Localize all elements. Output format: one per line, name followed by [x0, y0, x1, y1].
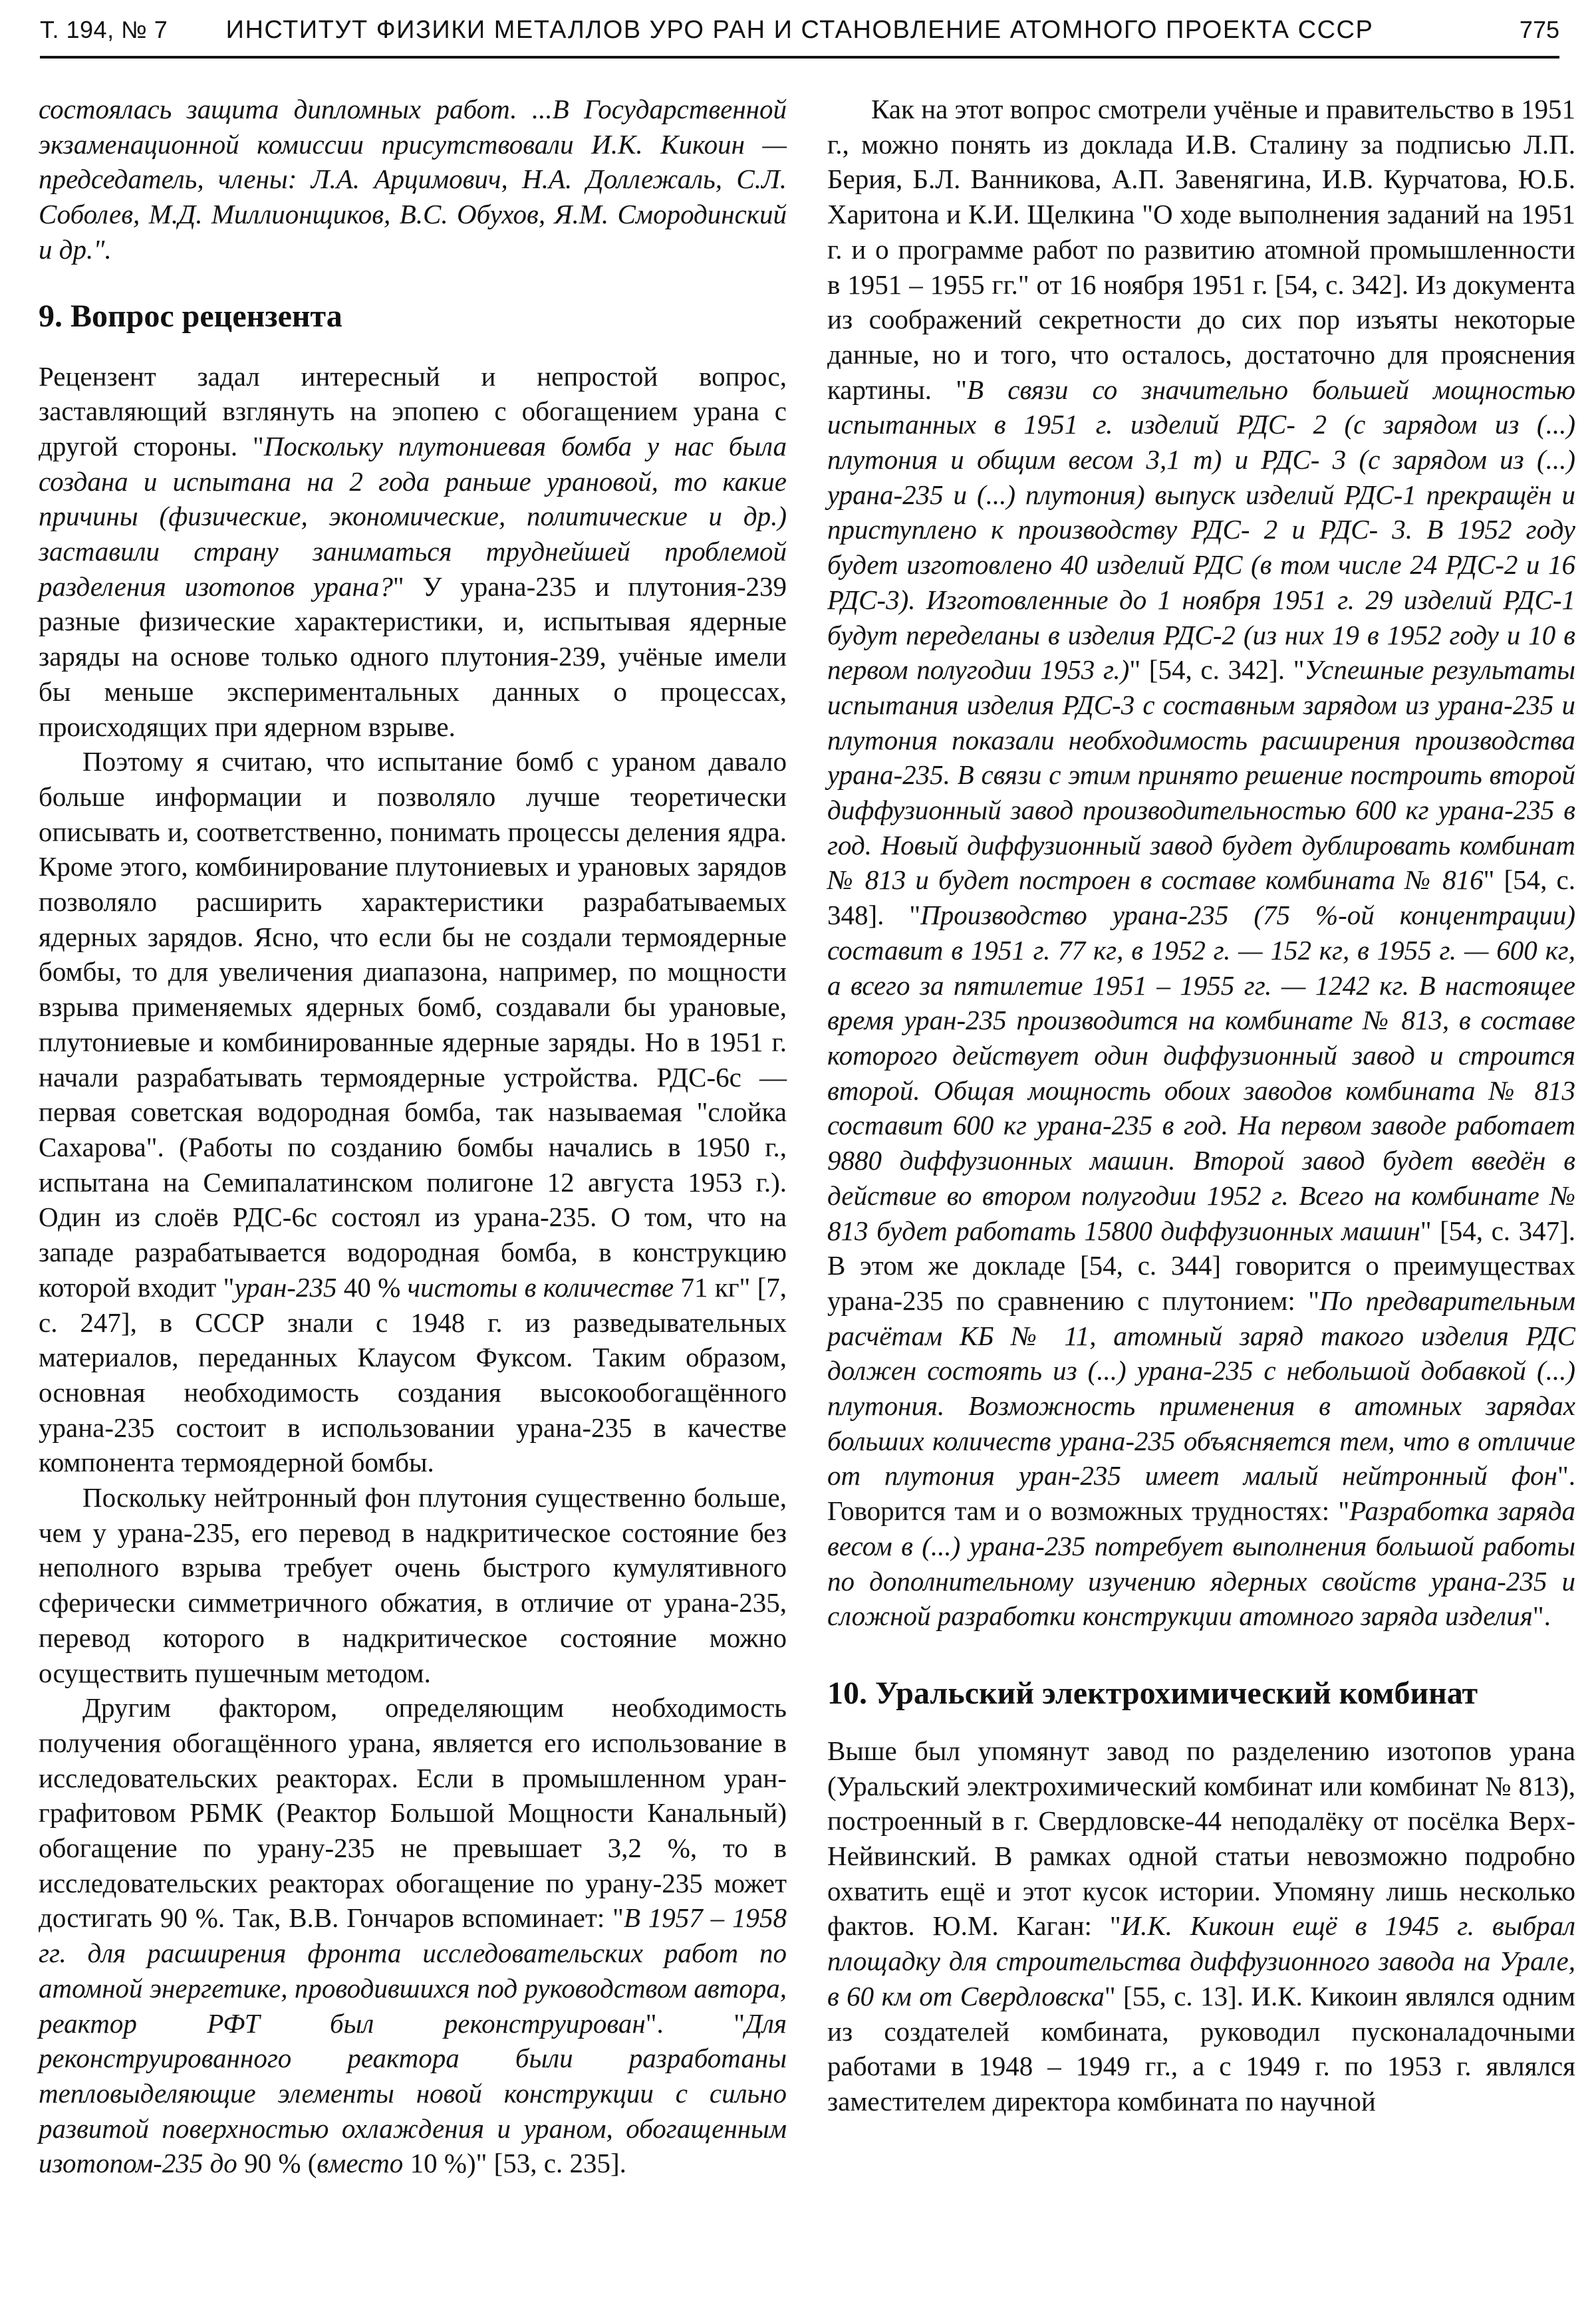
section-9-heading: 9. Вопрос рецензента: [39, 298, 342, 334]
right-column: [827, 92, 1575, 2119]
paragraph: Выше был упомянут завод по разделению изотопов урана (Уральский электрохимический комбинат или комбинат № 813), построенный в г. Свердловске-44 неподалёку от посёлка Верх-Нейвинский. В рамках одной статьи невозможно подробно охватить ещё и этот кусок истории. Упомяну лишь несколько фактов. Ю.М. Каган: "И.К. Кикоин ещё в 1945 г. выбрал площадку для строительства диффузионного завода на Урале, в 60 км от Свердловска" [55, с. 13]. И.К. Кикоин являлся одним из создателей комбината, руководил пусконаладочными работами в 1948 – 1949 гг., а с 1949 г. по 1953 г. являлся заместителем директора комбината по научной: [827, 1735, 1575, 2116]
left-column: [39, 92, 787, 2181]
paragraph: Поскольку нейтронный фон плутония существенно больше, чем у урана-235, его перевод в надкритическое состояние без неполного взрыва требует очень быстрого кумулятивного сферически симметричного обжатия, в отличие от урана-235, перевод которого в надкритическое состояние можно осуществить пушечным методом.: [39, 1482, 787, 1688]
journal-volume: Т. 194, № 7: [40, 16, 168, 43]
page-number: 775: [1519, 16, 1559, 43]
paragraph: Поэтому я считаю, что испытание бомб с ураном давало больше информации и позволяло лучше теоретически описывать и, соответственно, понимать процессы деления ядра. Кроме этого, комбинирование плутониевых и урановых зарядов позволяло расширить характеристики разрабатываемых ядерных зарядов. Ясно, что если бы не создали термоядерные бомбы, то для увеличения диапазона, например, по мощности взрыва применяемых ядерных бомб, создавали бы урановые, плутониевые и комбинированные ядерные заряды. Но в 1951 г. начали разрабатывать термоядерные устройства. РДС-6с — первая советская водородная бомба, так называемая "слойка Сахарова". (Работы по созданию бомбы начались в 1950 г., испытана на Семипалатинском полигоне 12 августа 1953 г.). Один из слоёв РДС-6с состоял из урана-235. О том, что на западе разрабатывается водородная бомба, в конструкцию которой входит "уран-235 40 % чистоты в количестве 71 кг" [7, с. 247], в СССР знали с 1948 г. из разведывательных материалов, переданных Клаусом Фуксом. Таким образом, основная необходимость создания высокообогащённого урана-235 состоит в использовании урана-235 в качестве компонента термоядерной бомбы.: [39, 746, 787, 1478]
paragraph: Рецензент задал интересный и непростой вопрос, заставляющий взглянуть на эпопею с обогащением урана с другой стороны. "Поскольку плутониевая бомба у нас была создана и испытана на 2 года раньше урановой, то какие причины (физические, экономические, политические и др.) заставили страну заниматься труднейшей проблемой разделения изотопов урана?" У урана-235 и плутония-239 разные физические характеристики, и, испытывая ядерные заряды на основе только одного плутония-239, учёные имели бы меньше экспериментальных данных о процессах, происходящих при ядерном взрыве.: [39, 360, 787, 742]
section-10-heading: 10. Уральский электрохимический комбинат: [827, 1675, 1478, 1711]
paragraph: Другим фактором, определяющим необходимость получения обогащённого урана, является его использование в исследовательских реакторах. Если в промышленном уран-графитовом РБМК (Реактор Большой Мощности Канальный) обогащение по урану-235 не превышает 3,2 %, то в исследовательских реакторах обогащение по урану-235 может достигать 90 %. Так, В.В. Гончаров вспоминает: "В 1957 – 1958 гг. для расширения фронта исследовательских работ по атомной энергетике, проводившихся под руководством автора, реактор РФТ был реконструирован". "Для реконструированного реактора были разработаны тепловыделяющие элементы новой конструкции с сильно развитой поверхностью охлаждения и ураном, обогащенным изотопом-235 до 90 % (вместо 10 %)" [53, с. 235].: [39, 1692, 787, 2179]
paragraph-quote-continuation: состоялась защита дипломных работ. ...В Государственной экзаменационной комиссии присутствовали И.К. Кикоин — председатель, члены: Л.А. Арцимович, Н.А. Доллежаль, С.Л. Соболев, М.Д. Миллионщиков, В.С. Обухов, Я.М. Смородинский и др.".: [39, 94, 787, 265]
paragraph: Как на этот вопрос смотрели учёные и правительство в 1951 г., можно понять из доклада И.В. Сталину за подписью Л.П. Берия, Б.Л. Ванникова, А.П. Завенягина, И.В. Курчатова, Ю.Б. Харитона и К.И. Щелкина "О ходе выполнения заданий на 1951 г. и о программе работ по развитию атомной промышленности в 1951 – 1955 гг." от 16 ноября 1951 г. [54, с. 342]. Из документа из соображений секретности до сих пор изъяты некоторые данные, но и того, что осталось, достаточно для прояснения картины. "В связи со значительно большей мощностью испытанных в 1951 г. изделий РДС- 2 (с зарядом из (...) плутония и общим весом 3,1 т) и РДС- 3 (с зарядом из (...) урана-235 и (...) плутония) выпуск изделий РДС-1 прекращён и приступлено к производству РДС- 2 и РДС- 3. В 1952 году будет изготовлено 40 изделий РДС (в том числе 24 РДС-2 и 16 РДС-3). Изготовленные до 1 ноября 1951 г. 29 изделий РДС-1 будут переделаны в изделия РДС-2 (из них 19 в 1952 году и 10 в первом полугодии 1953 г.)" [54, с. 342]. "Успешные результаты испытания изделия РДС-3 с составным зарядом из урана-235 и плутония показали необходимость расширения производства урана-235. В связи с этим принято решение построить второй диффузионный завод производительностью 600 кг урана-235 в год. Новый диффузионный завод будет дублировать комбинат № 813 и будет построен в составе комбината № 816" [54, с. 348]. "Производство урана-235 (75 %-ой концентрации) составит в 1951 г. 77 кг, в 1952 г. — 152 кг, в 1955 г. — 600 кг, а всего за пятилетие 1951 – 1955 гг. — 1242 кг. В настоящее время уран-235 производится на комбинате № 813, в составе которого действует один диффузионный завод и строится второй. Общая мощность обоих заводов комбината № 813 составит 600 кг урана-235 в год. На первом заводе работает 9880 диффузионных машин. Второй завод будет введён в действие во втором полугодии 1952 г. Всего на комбинате № 813 будет работать 15800 диффузионных машин" [54, с. 347]. В этом же докладе [54, с. 344] говорится о преимуществах урана-235 по сравнению с плутонием: "По предварительным расчётам КБ № 11, атомный заряд такого изделия РДС должен состоять из (...) урана-235 с небольшой добавкой (...) плутония. Возможность применения в атомных зарядах больших количеств урана-235 объясняется тем, что в отличие от плутония уран-235 имеет малый нейтронный фон". Говорится там и о возможных трудностях: "Разработка заряда весом в (...) урана-235 потребует выполнения большой работы по дополнительному изучению ядерных свойств урана-235 и сложной разработки конструкции атомного заряда изделия".: [827, 94, 1576, 1632]
running-title: ИНСТИТУТ ФИЗИКИ МЕТАЛЛОВ УРО РАН И СТАНОВЛЕНИЕ АТОМНОГО ПРОЕКТА СССР: [225, 16, 1374, 44]
running-header: [40, 9, 1559, 59]
